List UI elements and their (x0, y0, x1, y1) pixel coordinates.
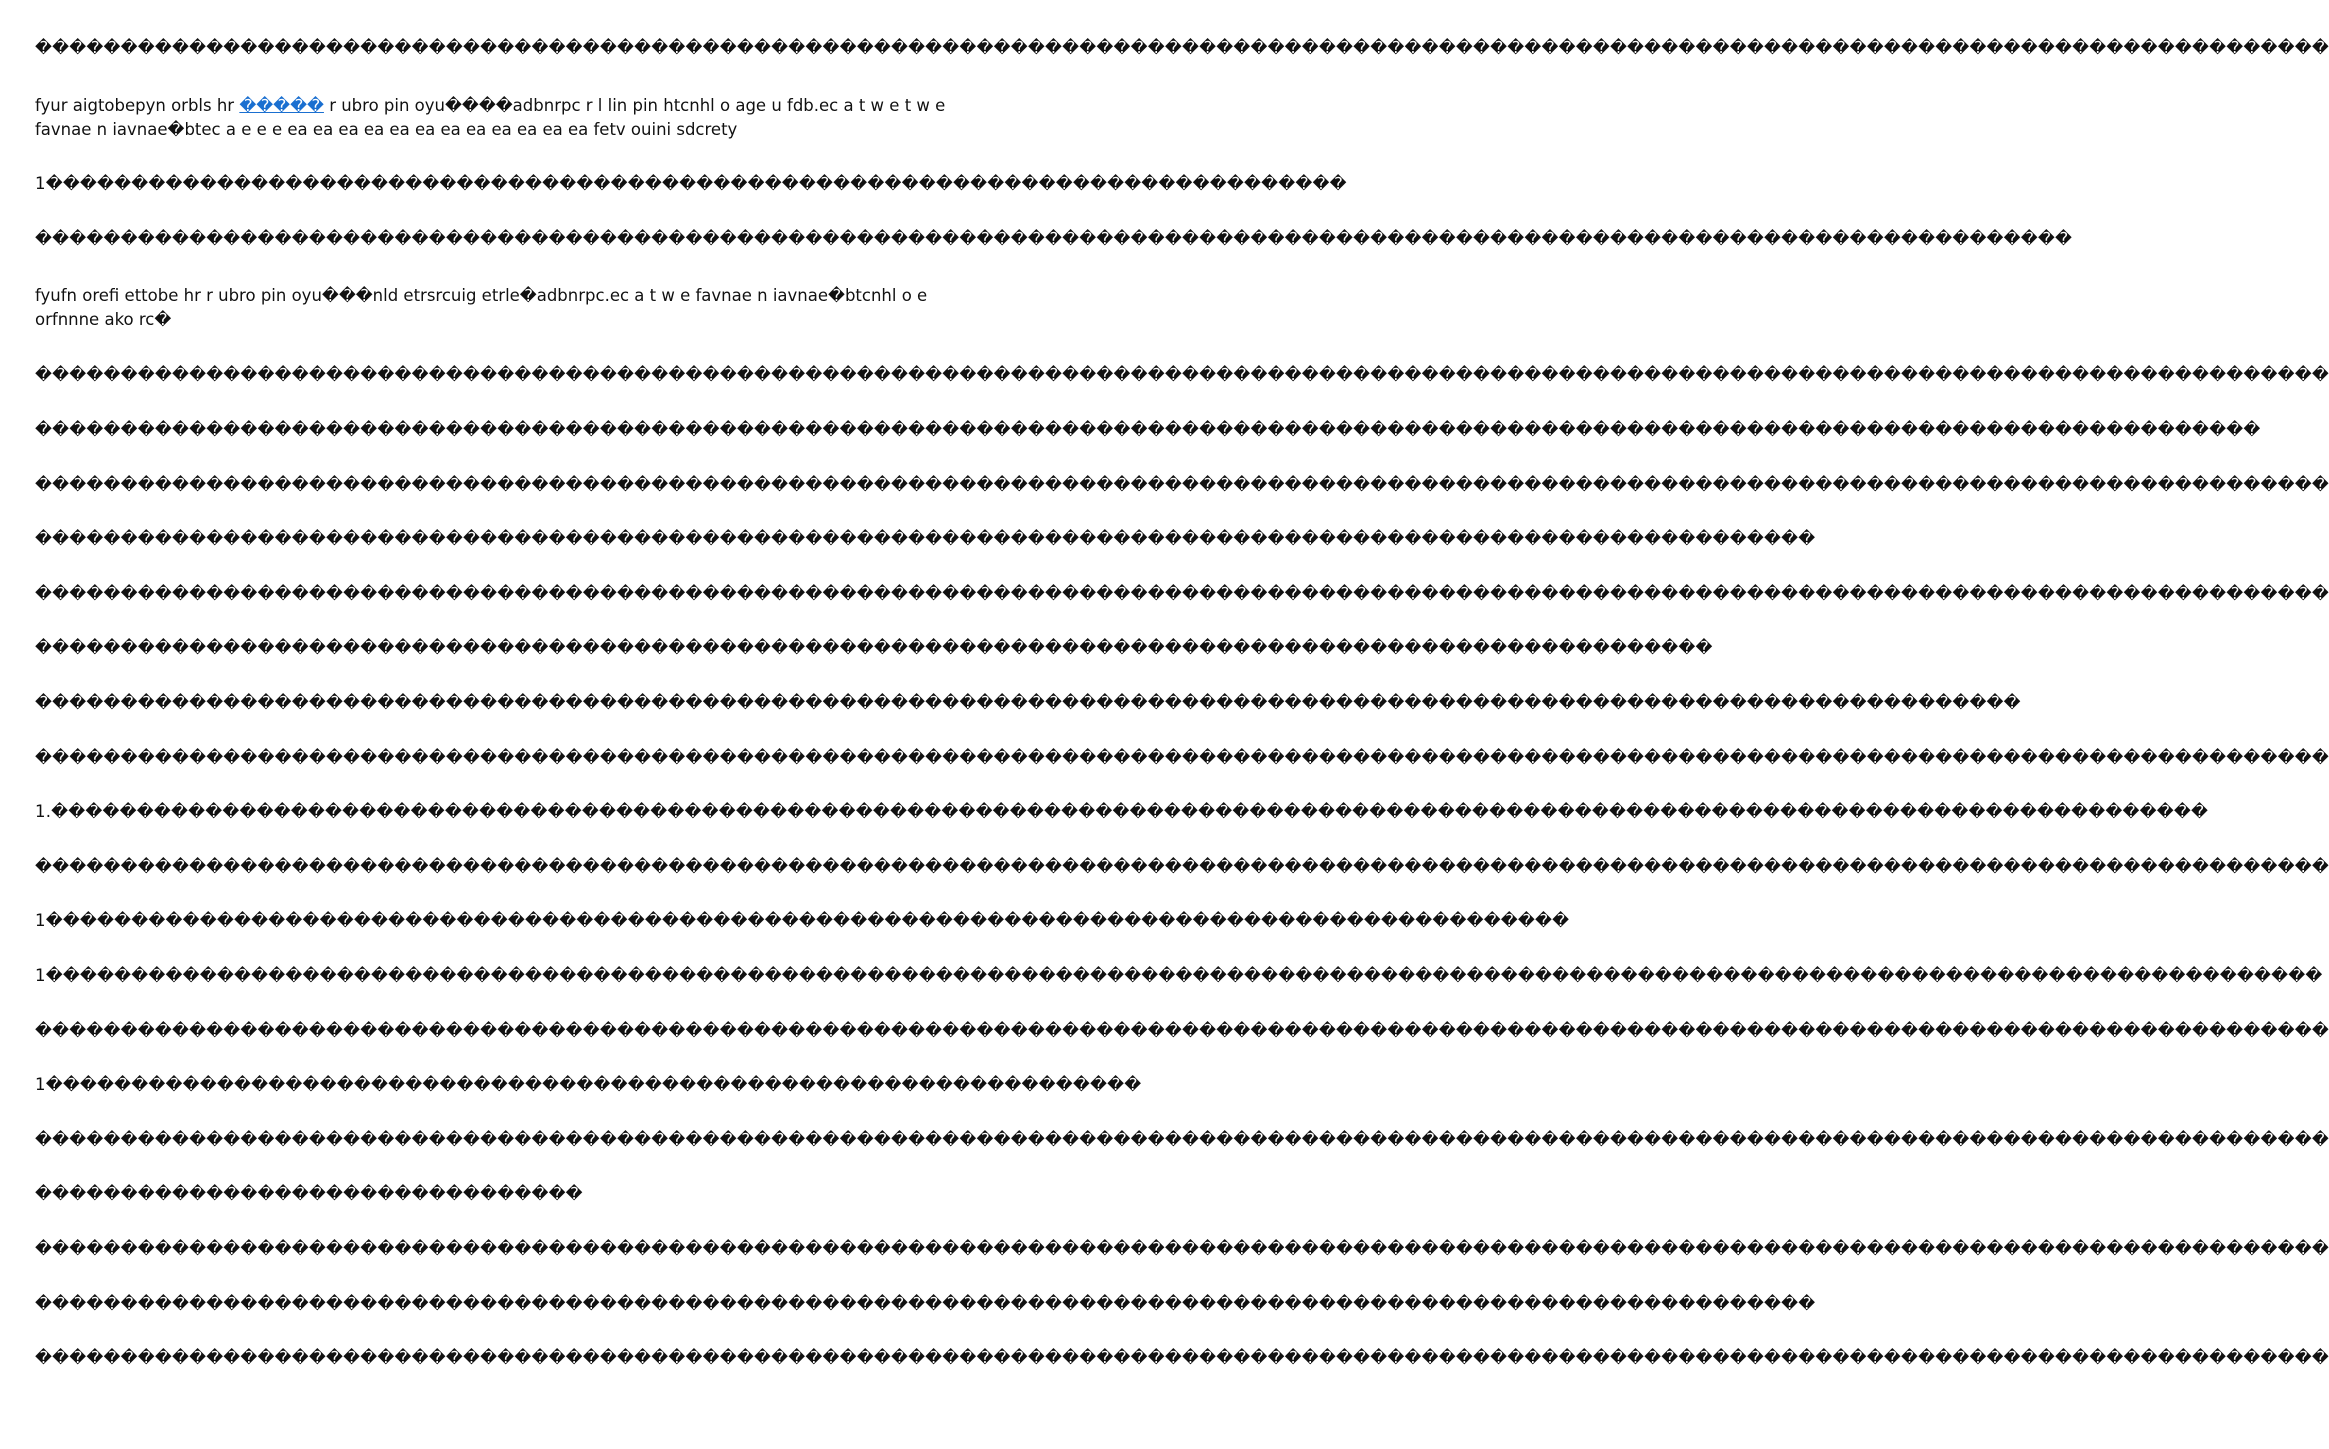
paragraph-7: ���������������������������������������������������������������������������������������������������������������������������������� (35, 420, 2261, 439)
paragraph-22: �������������������������������������������������������������������������������������������������������������������������������������� (35, 1239, 2329, 1258)
paragraph-19: 1���������������������������������������������������������������� (35, 1075, 1142, 1094)
paragraph-1: �������������������������������������������������������������������������������������������������������������������������������������� (35, 38, 2329, 57)
paragraph-20: �������������������������������������������������������������������������������������������������������������������������������������� (35, 1130, 2329, 1149)
paragraph-13: �������������������������������������������������������������������������������������������������������������������������������������� (35, 748, 2329, 767)
paragraph-2-link[interactable]: ����� (239, 96, 324, 115)
paragraph-9: �������������������������������������������������������������������������������������������������������� (35, 529, 1816, 548)
paragraph-21: �������������������������������� (35, 1184, 583, 1203)
paragraph-8: �������������������������������������������������������������������������������������������������������������������������������������� (35, 475, 2329, 494)
paragraph-10: �������������������������������������������������������������������������������������������������������������������������������������� (35, 584, 2329, 603)
paragraph-24: �������������������������������������������������������������������������������������������������������������������������������������� (35, 1348, 2329, 1367)
paragraph-12: �������������������������������������������������������������������������������������������������������������������� (35, 693, 2021, 712)
paragraph-5: fyufn orefi ettobe hr r ubro pin oyu���nld etrsrcuig etrle�adbnrpc.ec a t w e favnae n iavnae�btcnhl o e orfnnne ako rc� (35, 286, 928, 329)
paragraph-17: 1������������������������������������������������������������������������������������������������������������������������������������� (35, 966, 2323, 985)
paragraph-14: 1.������������������������������������������������������������������������������������������������������������������������������ (35, 802, 2209, 821)
paragraph-2 (35, 94, 981, 142)
paragraph-2-text-before: fyur aigtobepyn orbls hr (35, 96, 240, 115)
paragraph-15: �������������������������������������������������������������������������������������������������������������������������������������� (35, 857, 2329, 876)
paragraph-16: 1����������������������������������������������������������������������������������������� (35, 911, 1570, 930)
paragraph-18: �������������������������������������������������������������������������������������������������������������������������������������� (35, 1021, 2329, 1040)
paragraph-23: �������������������������������������������������������������������������������������������������������� (35, 1294, 1816, 1313)
paragraph-4: ����������������������������������������������������������������������������������������������������������������������� (35, 229, 2073, 248)
paragraph-2-text-after: r ubro pin oyu����adbnrpc r l lin pin htcnhl o age u fdb.ec a t w e t w e favnae n iavnae�btec a e e e ea ea ea ea ea ea ea ea ea ea ea ea fetv ouini sdcrety (35, 96, 946, 139)
paragraph-6: �������������������������������������������������������������������������������������������������������������������������������������� (35, 365, 2329, 384)
paragraph-3: 1���������������������������������������������������������������������������� (35, 174, 1347, 193)
paragraph-11: �������������������������������������������������������������������������������������������������� (35, 638, 1713, 657)
